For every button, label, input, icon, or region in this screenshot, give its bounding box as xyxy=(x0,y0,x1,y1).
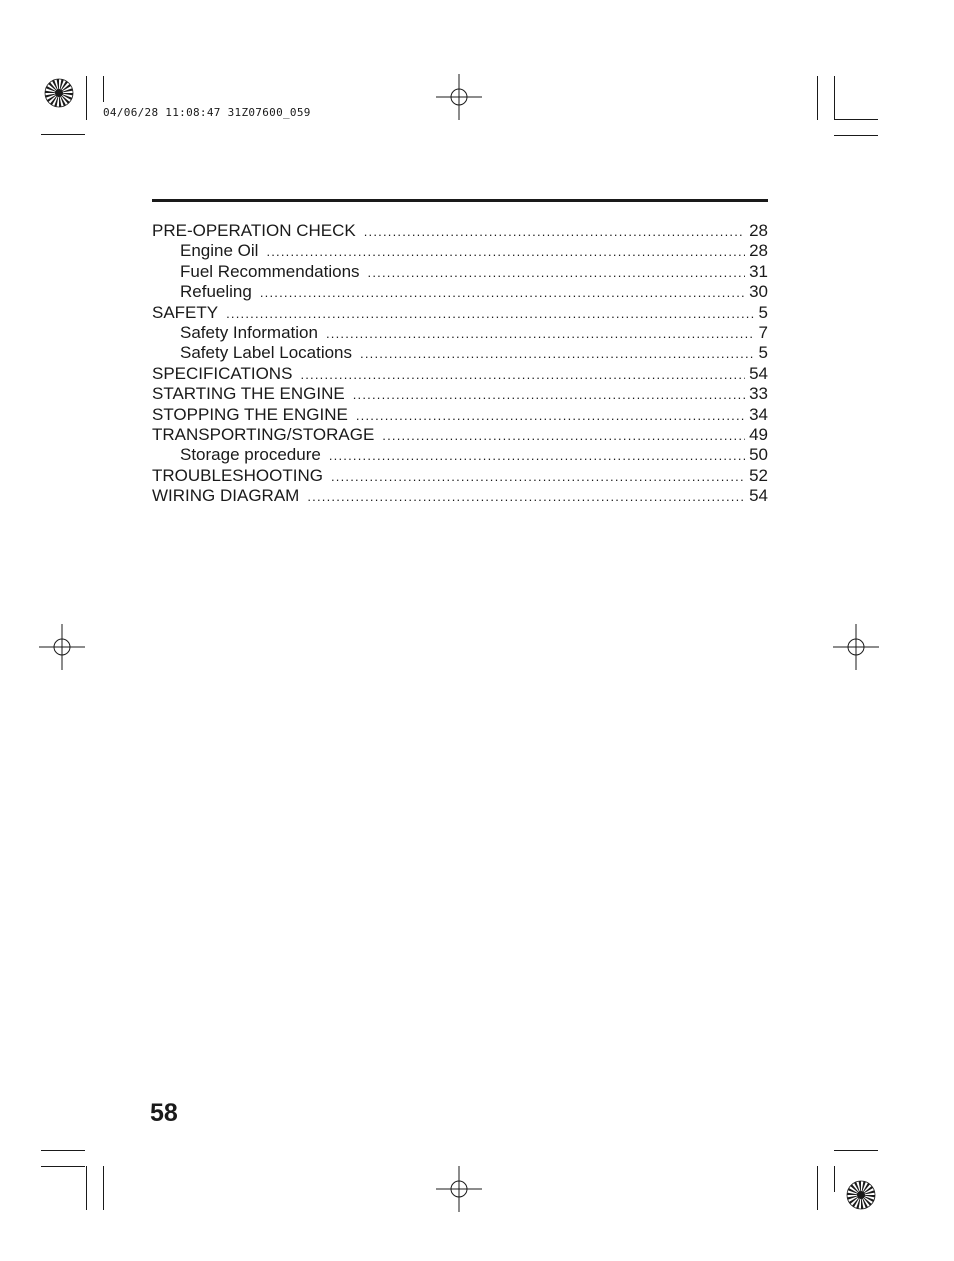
starburst-registration-icon xyxy=(44,78,74,108)
index-entry-label: PRE-OPERATION CHECK xyxy=(152,221,356,240)
crosshair-registration-icon xyxy=(39,624,85,670)
index-entry xyxy=(152,425,768,445)
index-entry-page: 49 xyxy=(749,424,768,444)
index-entry-page: 5 xyxy=(758,302,768,322)
index-entry-page: 30 xyxy=(749,282,768,302)
header-rule xyxy=(152,199,768,202)
index-entry xyxy=(152,323,768,343)
index-entry-page: 7 xyxy=(758,322,768,342)
index-entry xyxy=(152,343,768,363)
index-entry-page: 28 xyxy=(749,221,768,240)
dot-leader xyxy=(364,222,745,242)
dot-leader xyxy=(326,324,755,344)
index-entry-label: TROUBLESHOOTING xyxy=(152,465,323,485)
index-entry-page: 28 xyxy=(749,241,768,261)
index-entry-label: STOPPING THE ENGINE xyxy=(152,404,348,424)
dot-leader xyxy=(353,385,745,405)
dot-leader xyxy=(360,344,755,364)
index-entry-page: 33 xyxy=(749,384,768,404)
index-entry xyxy=(152,405,768,425)
crop-mark xyxy=(834,76,835,120)
index-entry-label: STARTING THE ENGINE xyxy=(152,384,345,404)
index-entry-label: Engine Oil xyxy=(180,241,259,261)
index-entry-page: 31 xyxy=(749,261,768,281)
crop-mark xyxy=(41,134,85,135)
index-entry-label: Safety Information xyxy=(180,322,318,342)
index-entry-page: 34 xyxy=(749,404,768,424)
crop-mark xyxy=(41,1150,85,1151)
dot-leader xyxy=(329,446,745,466)
crop-mark xyxy=(834,135,878,136)
index-entry-label: Storage procedure xyxy=(180,445,321,465)
index-entry-page: 54 xyxy=(749,363,768,383)
index-entry-label: SPECIFICATIONS xyxy=(152,363,293,383)
index-entry-page: 5 xyxy=(758,343,768,363)
index-entry xyxy=(152,486,768,506)
index-entry-label: SAFETY xyxy=(152,302,219,322)
crop-mark xyxy=(103,76,104,102)
dot-leader xyxy=(356,406,745,426)
index-entry xyxy=(152,364,768,384)
index-entry xyxy=(152,262,768,282)
crop-mark xyxy=(817,76,818,120)
index-list xyxy=(152,221,768,506)
dot-leader xyxy=(307,487,745,507)
crop-mark xyxy=(817,1166,818,1210)
crosshair-registration-icon xyxy=(436,1166,482,1212)
crop-mark xyxy=(834,119,878,120)
index-entry-page: 50 xyxy=(749,445,768,465)
starburst-registration-icon xyxy=(846,1180,876,1210)
crop-mark xyxy=(86,1166,87,1210)
index-entry xyxy=(152,445,768,465)
dot-leader xyxy=(331,467,745,487)
crop-mark xyxy=(834,1150,878,1151)
dot-leader xyxy=(226,304,754,324)
index-entry xyxy=(152,241,768,261)
index-entry-page: 54 xyxy=(749,486,768,506)
index-entry-label: Refueling xyxy=(180,282,252,302)
index-entry-page: 52 xyxy=(749,465,768,485)
dot-leader xyxy=(300,365,745,385)
print-timestamp: 04/06/28 11:08:47 31Z07600_059 xyxy=(103,106,311,119)
dot-leader xyxy=(382,426,745,446)
index-entry-label: Fuel Recommendations xyxy=(180,261,360,281)
index-entry xyxy=(152,384,768,404)
crosshair-registration-icon xyxy=(833,624,879,670)
index-entry-label: WIRING DIAGRAM xyxy=(152,486,300,506)
index-entry-label: Safety Label Locations xyxy=(180,343,353,363)
dot-leader xyxy=(266,242,745,262)
index-entry xyxy=(152,282,768,302)
index-entry-label: TRANSPORTING/STORAGE xyxy=(152,424,375,444)
page-number: 58 xyxy=(150,1099,178,1127)
crop-mark xyxy=(41,1166,85,1167)
index-entry xyxy=(152,221,768,241)
dot-leader xyxy=(368,263,746,283)
crop-mark xyxy=(834,1166,835,1192)
crosshair-registration-icon xyxy=(436,74,482,120)
crop-mark xyxy=(103,1166,104,1210)
dot-leader xyxy=(260,283,745,303)
index-entry xyxy=(152,466,768,486)
index-entry xyxy=(152,303,768,323)
crop-mark xyxy=(86,76,87,120)
